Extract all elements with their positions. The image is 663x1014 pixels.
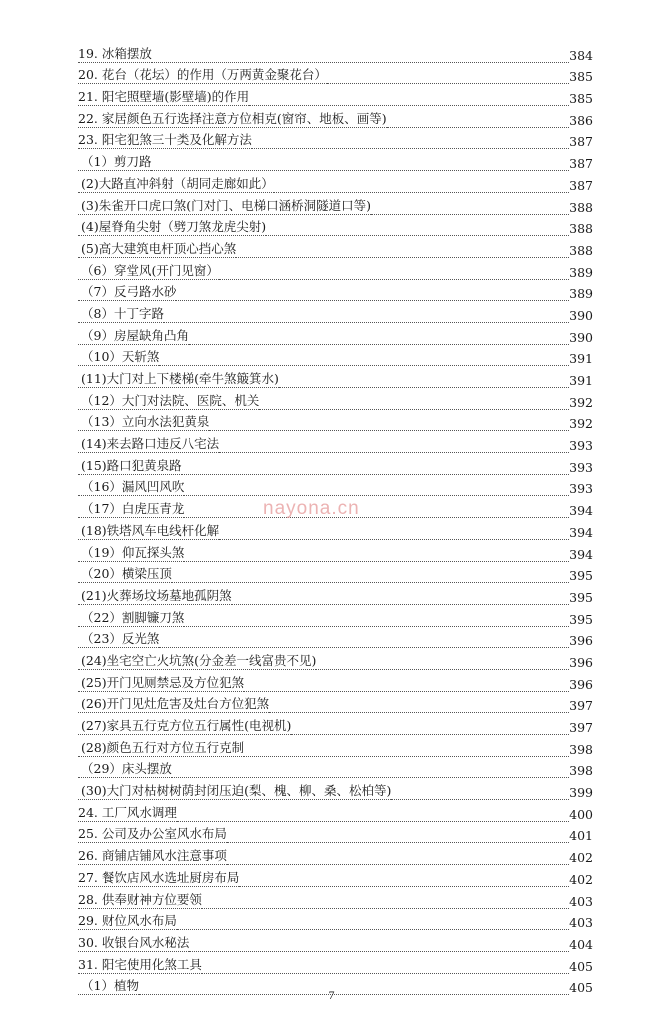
toc-entry — [78, 518, 593, 540]
toc-entry-title: （9）房屋缺角凸角 — [78, 328, 189, 345]
toc-entry-title: （22）割脚镰刀煞 — [78, 610, 184, 627]
toc-entry-page: 385 — [569, 91, 593, 107]
toc-entry-page: 399 — [569, 785, 593, 801]
toc-entry — [78, 128, 593, 150]
toc-dot-leader — [202, 972, 569, 974]
toc-dot-leader — [316, 668, 569, 670]
toc-dot-leader — [239, 885, 569, 887]
toc-entry-page: 402 — [569, 871, 593, 887]
toc-entry-title: 26. 商铺店铺风水注意事项 — [78, 848, 227, 864]
toc-entry-title: (14)来去路口违反八宅法 — [78, 436, 219, 453]
toc-entry-title: （6）穿堂风(开门见窗） — [78, 263, 219, 280]
toc-dot-leader — [244, 690, 569, 692]
toc-entry-page: 400 — [569, 806, 593, 822]
toc-entry — [78, 648, 593, 670]
toc-entry — [78, 865, 593, 887]
toc-entry-page: 387 — [569, 177, 593, 193]
toc-entry — [78, 236, 593, 258]
toc-dot-leader — [202, 907, 569, 909]
toc-dot-leader — [291, 733, 569, 735]
toc-entry-title: 23. 阳宅犯煞三十类及化解方法 — [78, 132, 252, 148]
toc-entry-page: 405 — [569, 980, 593, 996]
toc-entry-title: (11)大门对上下楼梯(牵牛煞簸箕水) — [78, 371, 279, 388]
toc-entry-page: 396 — [569, 676, 593, 692]
toc-entry-title: （1）剪刀路 — [78, 154, 151, 171]
toc-entry-title: (15)路口犯黄泉路 — [78, 458, 182, 475]
toc-dot-leader — [227, 863, 569, 865]
toc-entry-title: （12）大门对法院、医院、机关 — [78, 393, 259, 410]
toc-dot-leader — [184, 494, 569, 496]
toc-entry-page: 393 — [569, 459, 593, 475]
toc-entry — [78, 583, 593, 605]
toc-entry-title: 25. 公司及办公室风水布局 — [78, 826, 227, 842]
toc-entry-page: 386 — [569, 112, 593, 128]
toc-entry — [78, 345, 593, 367]
toc-entry-page: 394 — [569, 546, 593, 562]
toc-entry-page: 401 — [569, 828, 593, 844]
toc-entry-page: 394 — [569, 524, 593, 540]
toc-entry — [78, 757, 593, 779]
toc-entry-page: 387 — [569, 134, 593, 150]
toc-entry — [78, 84, 593, 106]
toc-entry-page: 403 — [569, 915, 593, 931]
toc-entry — [78, 735, 593, 757]
toc-entry-page: 389 — [569, 264, 593, 280]
toc-entry — [78, 800, 593, 822]
toc-entry-title: 31. 阳宅使用化煞工具 — [78, 956, 202, 972]
toc-entry-title: (26)开门见灶危害及灶台方位犯煞 — [78, 696, 269, 713]
toc-entry — [78, 670, 593, 692]
toc-entry — [78, 41, 593, 63]
toc-entry — [78, 887, 593, 909]
toc-entry — [78, 431, 593, 453]
toc-dot-leader — [387, 126, 570, 128]
toc-dot-leader — [219, 538, 569, 540]
toc-entry-title: (2)大路直冲斜射（胡同走廊如此） — [78, 176, 274, 193]
toc-entry-page: 396 — [569, 633, 593, 649]
toc-entry-title: （8）十丁字路 — [78, 306, 164, 323]
toc-entry-page: 387 — [569, 156, 593, 172]
toc-entry-title: （17）白虎压青龙 — [78, 501, 184, 518]
toc-entry — [78, 63, 593, 85]
toc-entry-page: 384 — [569, 47, 593, 63]
toc-dot-leader — [391, 798, 569, 800]
page-number: 7 — [328, 988, 335, 1002]
toc-entry-title: (4)屋脊角尖射（劈刀煞龙虎尖射) — [78, 219, 266, 236]
toc-entry — [78, 258, 593, 280]
toc-dot-leader — [151, 169, 569, 171]
toc-entry-title: （29）床头摆放 — [78, 761, 172, 778]
toc-entry — [78, 627, 593, 649]
toc-entry-page: 392 — [569, 394, 593, 410]
toc-entry-page: 390 — [569, 307, 593, 323]
toc-dot-leader — [177, 928, 569, 930]
toc-dot-leader — [177, 820, 569, 822]
toc-dot-leader — [266, 234, 569, 236]
toc-dot-leader — [219, 278, 569, 280]
toc-entry-page: 404 — [569, 936, 593, 952]
toc-entry-page: 385 — [569, 69, 593, 85]
toc-entry — [78, 193, 593, 215]
toc-entry — [78, 540, 593, 562]
toc-entry — [78, 366, 593, 388]
toc-entry-page: 398 — [569, 763, 593, 779]
toc-entry-page: 388 — [569, 221, 593, 237]
toc-dot-leader — [184, 625, 569, 627]
toc-entry-title: （23）反光煞 — [78, 631, 159, 648]
toc-entry-page: 388 — [569, 199, 593, 215]
toc-dot-leader — [274, 191, 569, 193]
toc-entry — [78, 822, 593, 844]
toc-dot-leader — [182, 473, 569, 475]
toc-dot-leader — [259, 408, 569, 410]
toc-entry-title: (28)颜色五行对方位五行克制 — [78, 740, 244, 757]
toc-dot-leader — [172, 776, 569, 778]
toc-entry — [78, 692, 593, 714]
toc-dot-leader — [269, 711, 569, 713]
toc-entry-title: 19. 冰箱摆放 — [78, 45, 152, 61]
toc-entry — [78, 410, 593, 432]
toc-dot-leader — [327, 82, 569, 84]
toc-dot-leader — [236, 256, 569, 258]
toc-entry-page: 388 — [569, 242, 593, 258]
toc-entry-title: (21)火葬场坟场墓地孤阴煞 — [78, 588, 232, 605]
toc-entry-title: （19）仰瓦探头煞 — [78, 545, 184, 562]
toc-dot-leader — [164, 321, 569, 323]
toc-entry-title: 28. 供奉财神方位要领 — [78, 891, 202, 907]
toc-entry-title: (30)大门对枯树树荫封闭压迫(梨、槐、柳、桑、松柏等) — [78, 783, 391, 800]
toc-entry-title: (3)朱雀开口虎口煞(门对门、电梯口涵桥洞隧道口等) — [78, 198, 371, 215]
toc-dot-leader — [232, 603, 569, 605]
toc-dot-leader — [227, 841, 569, 843]
toc-dot-leader — [189, 950, 569, 952]
toc-entry-page: 393 — [569, 481, 593, 497]
toc-entry-title: 29. 财位风水布局 — [78, 913, 177, 929]
toc-entry-title: (18)铁塔风车电线杆化解 — [78, 523, 219, 540]
toc-entry-title: （13）立向水法犯黄泉 — [78, 414, 209, 431]
toc-entry-page: 398 — [569, 741, 593, 757]
toc-entry-title: （16）漏风凹风吹 — [78, 479, 184, 496]
toc-dot-leader — [249, 104, 569, 106]
toc-entry-page: 391 — [569, 351, 593, 367]
toc-dot-leader — [184, 560, 569, 562]
toc-entry-title: 21. 阳宅照壁墙(影壁墙)的作用 — [78, 89, 250, 105]
toc-entry-title: 20. 花台（花坛）的作用（万两黄金聚花台） — [78, 67, 327, 83]
toc-entry-title: （20）横梁压顶 — [78, 566, 172, 583]
toc-entry — [78, 713, 593, 735]
toc-entry — [78, 149, 593, 171]
toc-entry-title: 22. 家居颜色五行选择注意方位相克(窗帘、地板、画等) — [78, 110, 387, 126]
toc-dot-leader — [172, 581, 569, 583]
toc-entry-page: 397 — [569, 720, 593, 735]
toc-entry-page: 395 — [569, 589, 593, 605]
toc-entry — [78, 778, 593, 800]
toc-entry-title: （7）反弓路水砂 — [78, 284, 176, 301]
toc-dot-leader — [244, 755, 569, 757]
toc-entry — [78, 280, 593, 302]
toc-entry-page: 393 — [569, 438, 593, 454]
toc-entry-page: 402 — [569, 850, 593, 866]
toc-entry — [78, 106, 593, 128]
toc-entry — [78, 605, 593, 627]
toc-entry-page: 390 — [569, 329, 593, 345]
toc-entry-title: （10）天斩煞 — [78, 349, 159, 366]
toc-entry-title: 27. 餐饮店风水选址厨房布局 — [78, 869, 240, 885]
toc-entry-title: (27)家具五行克方位五行属性(电视机) — [78, 718, 291, 735]
toc-entry-title: （1）植物 — [78, 978, 139, 995]
toc-entry — [78, 453, 593, 475]
toc-dot-leader — [176, 299, 569, 301]
toc-entry-title: 24. 工厂风水调理 — [78, 804, 177, 820]
watermark: nayona.cn — [263, 498, 360, 519]
toc-entry-title: (25)开门见厕禁忌及方位犯煞 — [78, 675, 244, 692]
toc-entry-title: (24)坐宅空亡火坑煞(分金差一线富贵不见) — [78, 653, 316, 670]
toc-entry-page: 392 — [569, 416, 593, 432]
toc-dot-leader — [371, 213, 569, 215]
toc-dot-leader — [252, 147, 569, 149]
toc-entry-title: 30. 收银台风水秘法 — [78, 934, 190, 950]
toc-dot-leader — [189, 343, 569, 345]
toc-entry — [78, 909, 593, 931]
toc-entry — [78, 843, 593, 865]
toc-entry-page: 389 — [569, 286, 593, 302]
toc-entry — [78, 301, 593, 323]
toc-entry — [78, 323, 593, 345]
toc-entry — [78, 562, 593, 584]
toc-entry — [78, 930, 593, 952]
toc-dot-leader — [159, 364, 569, 366]
toc-entry — [78, 475, 593, 497]
toc-dot-leader — [209, 429, 569, 431]
toc-entry — [78, 171, 593, 193]
toc-dot-leader — [159, 646, 569, 648]
toc-entry-title: (5)高大建筑电杆顶心挡心煞 — [78, 241, 236, 258]
toc-dot-leader — [152, 61, 569, 63]
toc-entry-page: 391 — [569, 373, 593, 388]
toc-entry — [78, 388, 593, 410]
toc-dot-leader — [184, 516, 569, 518]
toc-entry — [78, 215, 593, 237]
toc-entry-page: 394 — [569, 503, 593, 519]
toc-dot-leader — [279, 386, 569, 388]
toc-entry — [78, 952, 593, 974]
toc-dot-leader — [219, 451, 569, 453]
toc-entry-page: 395 — [569, 611, 593, 627]
toc-entry-page: 397 — [569, 698, 593, 714]
toc-entry-page: 403 — [569, 893, 593, 909]
toc-entry-page: 395 — [569, 568, 593, 584]
toc-entry-page: 405 — [569, 958, 593, 974]
toc-entry-page: 396 — [569, 654, 593, 670]
